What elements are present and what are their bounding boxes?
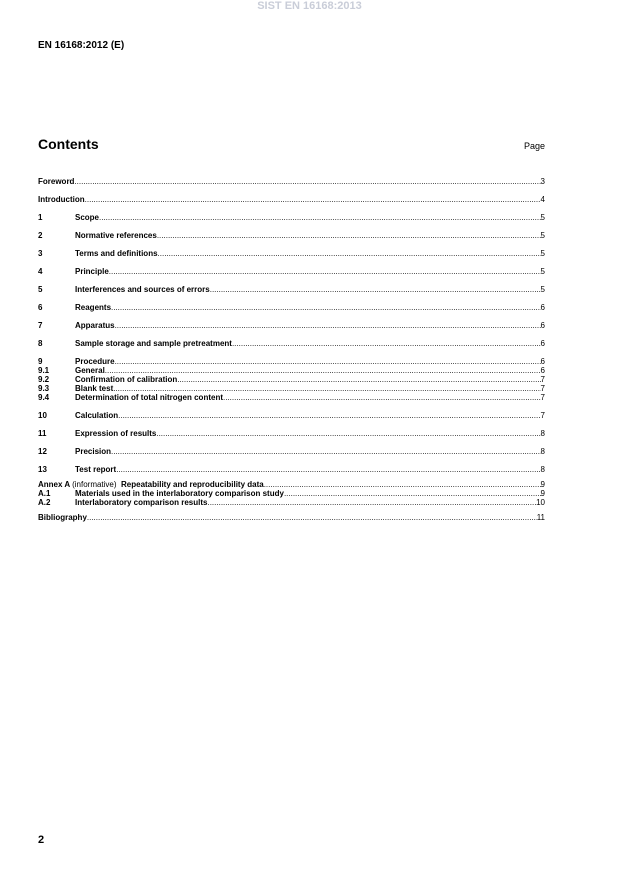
toc-entry-number: 4	[38, 267, 43, 276]
toc-leader-dots	[85, 195, 541, 204]
toc-entry-page: 7	[540, 411, 545, 420]
toc-entry-title: Sample storage and sample pretreatment	[75, 339, 232, 348]
toc-entry-page: 6	[540, 357, 545, 366]
toc-leader-dots	[207, 498, 536, 507]
toc-entry-title: Calculation	[75, 411, 119, 420]
toc-entry-number: 3	[38, 249, 43, 258]
toc-entry-title: Terms and definitions	[75, 249, 158, 258]
toc-entry-number: 9.2	[38, 375, 50, 384]
annex-title: Repeatability and reproducibility data	[121, 480, 264, 489]
toc-entry-reagents[interactable]	[38, 303, 545, 312]
toc-entry-number: 9.3	[38, 384, 50, 393]
toc-entry-page: 10	[536, 498, 545, 507]
toc-entry-interferences[interactable]	[38, 285, 545, 294]
toc-entry-page: 5	[540, 231, 545, 240]
toc-entry-number: 5	[38, 285, 43, 294]
toc-entry-title: Interferences and sources of errors	[75, 285, 210, 294]
toc-entry-a1[interactable]	[38, 489, 545, 498]
toc-entry-title: Normative references	[75, 231, 157, 240]
toc-entry-title: Materials used in the interlaboratory comparison study	[75, 489, 284, 498]
toc-entry-expression-of-results[interactable]	[38, 429, 545, 438]
toc-entry-introduction[interactable]	[38, 195, 545, 204]
toc-entry-number: 8	[38, 339, 43, 348]
toc-entry-number: A.2	[38, 498, 51, 507]
toc-entry-number: 1	[38, 213, 43, 222]
toc-entry-confirmation-of-calibration[interactable]	[38, 375, 545, 384]
toc-entry-title: Test report	[75, 465, 117, 474]
toc-entry-title: Introduction	[38, 195, 85, 204]
toc-entry-number: 9.1	[38, 366, 50, 375]
toc-entry-page: 8	[540, 447, 545, 456]
toc-entry-number: 9	[38, 357, 43, 366]
toc-leader-dots	[264, 480, 541, 489]
toc-entry-page: 9	[540, 489, 545, 498]
toc-entry-title: Apparatus	[75, 321, 115, 330]
toc-entry-procedure[interactable]	[38, 357, 545, 366]
toc-entry-title: Procedure	[75, 357, 115, 366]
toc-entry-apparatus[interactable]	[38, 321, 545, 330]
toc-leader-dots	[232, 339, 541, 348]
toc-entry-title: Reagents	[75, 303, 112, 312]
toc-entry-number: 11	[38, 429, 47, 438]
toc-leader-dots	[111, 447, 541, 456]
toc-entry-number: 10	[38, 411, 47, 420]
toc-entry-precision[interactable]	[38, 447, 545, 456]
toc-entry-blank-test[interactable]	[38, 384, 545, 393]
toc-entry-page: 11	[536, 513, 545, 522]
contents-heading: Contents	[38, 136, 99, 152]
toc-entry-sample-storage[interactable]	[38, 339, 545, 348]
table-of-contents	[38, 177, 545, 522]
toc-entry-terms-and-definitions[interactable]	[38, 249, 545, 258]
toc-entry-page: 7	[540, 393, 545, 402]
toc-entry-number: 9.4	[38, 393, 50, 402]
toc-entry-page: 5	[540, 213, 545, 222]
toc-entry-number: 13	[38, 465, 47, 474]
toc-leader-dots	[115, 357, 541, 366]
toc-entry-title: General	[75, 366, 105, 375]
toc-entry-page: 3	[540, 177, 545, 186]
toc-leader-dots	[109, 267, 541, 276]
toc-entry-scope[interactable]	[38, 213, 545, 222]
toc-entry-page: 5	[540, 285, 545, 294]
toc-entry-bibliography[interactable]	[38, 513, 545, 522]
toc-leader-dots	[99, 213, 541, 222]
toc-leader-dots	[116, 465, 540, 474]
toc-entry-title	[38, 480, 264, 489]
toc-entry-title: Precision	[75, 447, 112, 456]
toc-entry-title: Expression of results	[75, 429, 157, 438]
toc-entry-title: Determination of total nitrogen content	[75, 393, 223, 402]
toc-entry-number: 6	[38, 303, 43, 312]
toc-leader-dots	[115, 321, 541, 330]
toc-entry-title: Interlaboratory comparison results	[75, 498, 208, 507]
page-column-label: Page	[523, 141, 545, 151]
toc-entry-page: 7	[540, 375, 545, 384]
toc-leader-dots	[177, 375, 540, 384]
toc-entry-foreword[interactable]	[38, 177, 545, 186]
toc-entry-page: 5	[540, 267, 545, 276]
toc-leader-dots	[113, 384, 540, 393]
toc-leader-dots	[157, 231, 541, 240]
toc-entry-title: Principle	[75, 267, 109, 276]
page-number: 2	[38, 834, 45, 846]
toc-leader-dots	[111, 303, 541, 312]
toc-entry-title: Bibliography	[38, 513, 87, 522]
toc-leader-dots	[210, 285, 541, 294]
toc-leader-dots	[223, 393, 541, 402]
toc-entry-page: 5	[540, 249, 545, 258]
toc-leader-dots	[118, 411, 540, 420]
annex-label: Annex A	[38, 480, 70, 489]
toc-entry-number: 7	[38, 321, 43, 330]
toc-entry-calculation[interactable]	[38, 411, 545, 420]
toc-entry-page: 8	[540, 465, 545, 474]
toc-entry-number: 2	[38, 231, 43, 240]
toc-entry-page: 4	[540, 195, 545, 204]
toc-leader-dots	[74, 177, 540, 186]
toc-entry-principle[interactable]	[38, 267, 545, 276]
toc-entry-annex-a[interactable]	[38, 480, 545, 489]
toc-entry-number: 12	[38, 447, 47, 456]
toc-entry-title: Scope	[75, 213, 100, 222]
toc-entry-general[interactable]	[38, 366, 545, 375]
toc-entry-number: A.1	[38, 489, 51, 498]
toc-entry-page: 9	[540, 480, 545, 489]
annex-note: (informative)	[72, 480, 117, 489]
toc-entry-page: 8	[540, 429, 545, 438]
toc-entry-title: Blank test	[75, 384, 114, 393]
toc-leader-dots	[105, 366, 541, 375]
toc-entry-title: Foreword	[38, 177, 75, 186]
watermark: SIST EN 16168:2013	[257, 0, 362, 12]
toc-entry-normative-references[interactable]	[38, 231, 545, 240]
toc-entry-page: 7	[540, 384, 545, 393]
toc-leader-dots	[284, 489, 541, 498]
toc-entry-page: 6	[540, 339, 545, 348]
toc-entry-test-report[interactable]	[38, 465, 545, 474]
toc-leader-dots	[156, 429, 540, 438]
toc-entry-page: 6	[540, 366, 545, 375]
toc-entry-a2[interactable]	[38, 498, 545, 507]
toc-leader-dots	[87, 513, 537, 522]
toc-entry-page: 6	[540, 303, 545, 312]
toc-leader-dots	[158, 249, 541, 258]
document-id: EN 16168:2012 (E)	[38, 40, 125, 51]
toc-entry-title: Confirmation of calibration	[75, 375, 178, 384]
toc-entry-page: 6	[540, 321, 545, 330]
toc-entry-total-nitrogen[interactable]	[38, 393, 545, 402]
